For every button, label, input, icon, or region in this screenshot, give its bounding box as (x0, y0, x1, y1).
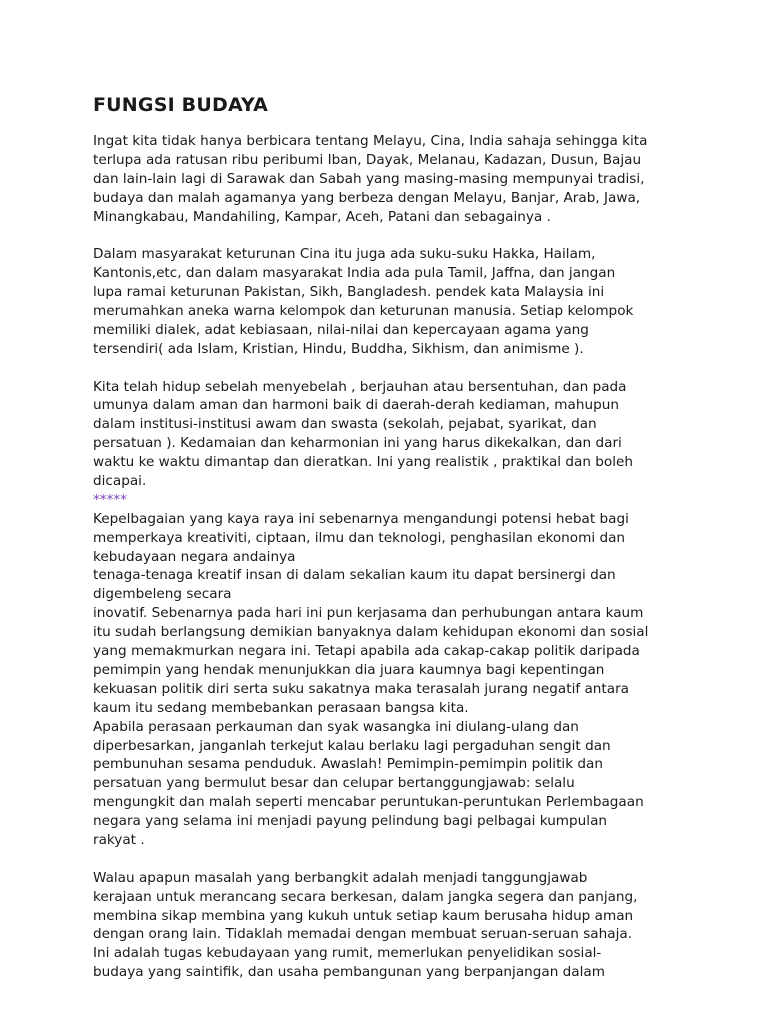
text-line: yang memakmurkan negara ini. Tetapi apabila ada cakap-cakap politik daripada (93, 643, 640, 660)
section-separator: ***** (93, 491, 127, 508)
document-title: FUNGSI BUDAYA (93, 94, 269, 116)
text-line: budaya yang saintifik, dan usaha pembangunan yang berpanjangan dalam (93, 964, 605, 981)
text-line: Ingat kita tidak hanya berbicara tentang Melayu, Cina, India sahaja sehingga kita (93, 133, 648, 149)
text-line: kerajaan untuk merancang secara berkesan, dalam jangka segera dan panjang, (93, 888, 638, 905)
text-line: dan lain-lain lagi di Sarawak dan Sabah yang masing-masing mempunyai tradisi, (93, 170, 645, 187)
text-line: negara yang selama ini menjadi payung pelindung bagi pelbagai kumpulan (93, 813, 608, 830)
text-line: rakyat . (93, 831, 145, 848)
text-line: inovatif. Sebenarnya pada hari ini pun kerjasama dan perhubungan antara kaum (93, 605, 644, 622)
text-line: pembunuhan sesama penduduk. Awaslah! Pemimpin-pemimpin politik dan (93, 756, 603, 773)
text-line: dicapai. (93, 473, 147, 490)
text-line: kaum itu sedang membebankan perasaan bangsa kita. (93, 699, 469, 716)
text-line: Apabila perasaan perkauman dan syak wasangka ini diulang-ulang dan (93, 718, 579, 735)
paragraph-2 (93, 245, 693, 358)
text-line: itu sudah berlangsung demikian banyaknya dalam kehidupan ekonomi dan sosial (93, 624, 649, 641)
text-line: mengungkit dan malah seperti mencabar peruntukan-peruntukan Perlembagaan (93, 794, 644, 811)
text-line: persatuan yang bermulut besar dan celupar bertanggungjawab: selalu (93, 775, 575, 792)
text-line: terlupa ada ratusan ribu peribumi Iban, Dayak, Melanau, Kadazan, Dusun, Bajau (93, 151, 642, 168)
text-line: lupa ramai keturunan Pakistan, Sikh, Bangladesh. pendek kata Malaysia ini (93, 284, 605, 301)
text-line: pemimpin yang hendak menunjukkan dia juara kaumnya bagi kepentingan (93, 661, 605, 678)
text-line: Kantonis,etc, dan dalam masyarakat India ada pula Tamil, Jaffna, dan jangan (93, 265, 616, 282)
document-page (93, 93, 693, 982)
text-line: diperbesarkan, janganlah terkejut kalau berlaku lagi pergaduhan sengit dan (93, 737, 611, 754)
text-line: kebudayaan negara andainya (93, 548, 296, 565)
text-line: Ini adalah tugas kebudayaan yang rumit, memerlukan penyelidikan sosial- (93, 945, 602, 962)
text-line: dalam institusi-institusi awam dan swasta (sekolah, pejabat, syarikat, dan (93, 416, 597, 433)
text-line: Kepelbagaian yang kaya raya ini sebenarnya mengandungi potensi hebat bagi (93, 510, 629, 527)
text-line: Kita telah hidup sebelah menyebelah , berjauhan atau bersentuhan, dan pada (93, 378, 627, 395)
paragraph-1 (93, 132, 693, 226)
text-line: membina sikap membina yang kukuh untuk setiap kaum berusaha hidup aman (93, 907, 634, 924)
text-line: persatuan ). Kedamaian dan keharmonian ini yang harus dikekalkan, dan dari (93, 435, 622, 452)
text-line: Dalam masyarakat keturunan Cina itu juga ada suku-suku Hakka, Hailam, (93, 246, 596, 263)
paragraph-gap (93, 226, 693, 245)
paragraph-5 (93, 869, 693, 982)
text-line: umunya dalam aman dan harmoni baik di daerah-derah kediaman, mahupun (93, 397, 619, 414)
paragraph-gap (93, 359, 693, 378)
text-line: merumahkan aneka warna kelompok dan keturunan manusia. Setiap kelompok (93, 303, 634, 320)
text-line: digembeleng secara (93, 586, 232, 603)
paragraph-4 (93, 510, 693, 850)
text-line: tenaga-tenaga kreatif insan di dalam sekalian kaum itu dapat bersinergi dan (93, 567, 616, 584)
text-line: kekuasan politik diri serta suku sakatnya maka terasalah jurang negatif antara (93, 680, 629, 697)
paragraph-3 (93, 378, 693, 491)
text-line: Walau apapun masalah yang berbangkit adalah menjadi tanggungjawab (93, 869, 588, 886)
text-line: Minangkabau, Mandahiling, Kampar, Aceh, Patani dan sebagainya . (93, 208, 551, 225)
text-line: memperkaya kreativiti, ciptaan, ilmu dan teknologi, penghasilan ekonomi dan (93, 529, 626, 546)
paragraph-gap (93, 850, 693, 869)
text-line: dengan orang lain. Tidaklah memadai dengan membuat seruan-seruan sahaja. (93, 926, 632, 943)
text-line: tersendiri( ada Islam, Kristian, Hindu, Buddha, Sikhism, dan animisme ). (93, 340, 584, 357)
text-line: memiliki dialek, adat kebiasaan, nilai-nilai dan kepercayaan agama yang (93, 321, 589, 338)
text-line: budaya dan malah agamanya yang berbeza dengan Melayu, Banjar, Arab, Jawa, (93, 189, 641, 206)
text-line: waktu ke waktu dimantap dan dieratkan. Ini yang realistik , praktikal dan boleh (93, 454, 633, 471)
